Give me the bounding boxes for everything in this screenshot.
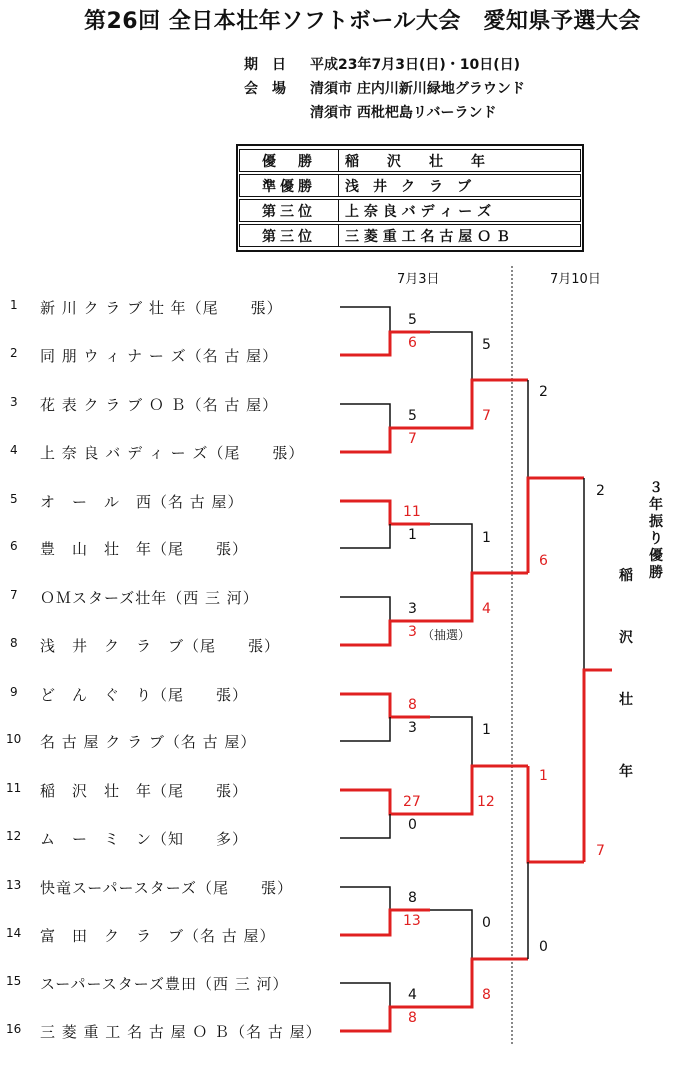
- champion-name-char: 壮: [619, 692, 633, 708]
- score-r1: 3: [408, 624, 417, 640]
- team-number: 9: [10, 685, 18, 699]
- team-name: ム ー ミ ン（知 多）: [40, 830, 249, 848]
- venue-value-1: 清須市 庄内川新川緑地グラウンド: [310, 81, 525, 97]
- result-team: 三 菱 重 工 名 古 屋 Ｏ Ｂ: [345, 228, 510, 245]
- score-r3: 2: [539, 384, 548, 400]
- champion-label-char: 年: [649, 497, 663, 513]
- team-number: 4: [10, 443, 18, 457]
- bracket-line: [430, 959, 528, 1007]
- score-r2: 5: [482, 337, 491, 353]
- score-r1: 4: [408, 987, 417, 1003]
- team-name: 豊 山 壮 年（尾 張）: [40, 540, 249, 558]
- score-r1: 8: [408, 890, 417, 906]
- champion-label-char: り: [649, 531, 663, 547]
- result-team: 上 奈 良 バ デ ィ ー ズ: [345, 203, 492, 220]
- team-number: 3: [10, 395, 18, 409]
- bracket-line: [430, 717, 472, 766]
- bracket-line: [340, 717, 390, 741]
- result-rank: 優 勝: [240, 150, 339, 171]
- bracket-line: [430, 524, 472, 573]
- champion-label-char: 振: [649, 514, 663, 530]
- score-final: 2: [596, 483, 605, 499]
- round1-date: 7月3日: [397, 272, 440, 287]
- team-name: 同 朋 ウ ィ ナ ー ズ（名 古 屋）: [40, 347, 279, 365]
- team-number: 5: [10, 492, 18, 506]
- score-final: 7: [596, 843, 605, 859]
- score-r3: 6: [539, 553, 548, 569]
- bracket-line: [340, 524, 390, 548]
- bracket-line: [340, 887, 390, 910]
- score-r1: 5: [408, 408, 417, 424]
- score-r3: 0: [539, 939, 548, 955]
- score-r1: 6: [408, 335, 417, 351]
- champion-label-char: ３: [649, 480, 663, 496]
- period-label: 期 日: [244, 57, 286, 73]
- score-r1: 5: [408, 312, 417, 328]
- score-r2: 1: [482, 722, 491, 738]
- team-number: 1: [10, 298, 18, 312]
- score-r1: 0: [408, 817, 417, 833]
- bracket-line: [430, 573, 528, 621]
- score-r1: 13: [403, 913, 421, 929]
- result-team: 稲 沢 壮 年: [345, 153, 485, 170]
- champion-label-char: 優: [649, 548, 663, 564]
- team-number: 16: [6, 1022, 22, 1036]
- score-r2: 4: [482, 601, 491, 617]
- venue-label: 会 場: [244, 81, 286, 97]
- bracket-line: [528, 766, 584, 862]
- score-r1: 8: [408, 1010, 417, 1026]
- lottery-note: （抽選）: [422, 628, 471, 642]
- bracket-line: [584, 670, 612, 862]
- team-number: 7: [10, 588, 18, 602]
- result-rank: 準優勝: [240, 175, 339, 196]
- champion-name-char: 年: [619, 764, 633, 780]
- score-r2: 7: [482, 408, 491, 424]
- champion-label-char: 勝: [649, 565, 663, 581]
- team-name: 新 川 ク ラ ブ 壮 年（尾 張）: [40, 299, 283, 317]
- result-team: 浅 井 ク ラ ブ: [345, 178, 471, 195]
- bracket-line: [430, 910, 472, 959]
- score-r1: 1: [408, 527, 417, 543]
- bracket-line: [340, 983, 390, 1007]
- bracket-line: [340, 597, 390, 621]
- team-name: ＯＭスターズ壮年（西 三 河）: [40, 589, 259, 607]
- score-r1: 8: [408, 697, 417, 713]
- bracket-line: [340, 307, 390, 332]
- team-name: スーパースターズ豊田（西 三 河）: [40, 975, 289, 993]
- champion-name-char: 稲: [619, 568, 633, 584]
- score-r3: 1: [539, 768, 548, 784]
- team-name: ど ん ぐ り（尾 張）: [40, 686, 249, 704]
- score-r1: 27: [403, 794, 421, 810]
- team-number: 12: [6, 829, 22, 843]
- round3-date: 7月10日: [550, 272, 601, 287]
- champion-label: [646, 480, 666, 582]
- team-name: 上 奈 良 バ デ ィ ー ズ（尾 張）: [40, 444, 305, 462]
- team-number: 10: [6, 732, 22, 746]
- team-number: 6: [10, 539, 18, 553]
- page-title: 第26回 全日本壮年ソフトボール大会 愛知県予選大会: [84, 9, 641, 34]
- team-number: 8: [10, 636, 18, 650]
- bracket-line: [430, 332, 472, 380]
- team-name: 花 表 ク ラ ブ Ｏ Ｂ（名 古 屋）: [40, 396, 279, 414]
- team-name: オ ー ル 西（名 古 屋）: [40, 493, 244, 511]
- team-number: 14: [6, 926, 22, 940]
- result-rank: 第三位: [240, 200, 339, 221]
- score-r2: 0: [482, 915, 491, 931]
- team-name: 三 菱 重 工 名 古 屋 Ｏ Ｂ（名 古 屋）: [40, 1023, 322, 1041]
- bracket-line: [528, 478, 584, 573]
- team-name: 浅 井 ク ラ ブ（尾 張）: [40, 637, 281, 655]
- bracket-line: [340, 814, 390, 838]
- score-r1: 7: [408, 431, 417, 447]
- team-name: 稲 沢 壮 年（尾 張）: [40, 782, 249, 800]
- team-number: 13: [6, 878, 22, 892]
- team-name: 名 古 屋 ク ラ ブ（名 古 屋）: [40, 733, 257, 751]
- team-name: 富 田 ク ラ ブ（名 古 屋）: [40, 927, 276, 945]
- team-name: 快竜スーパースターズ（尾 張）: [40, 879, 294, 897]
- team-number: 2: [10, 346, 18, 360]
- champion-name-char: 沢: [619, 630, 633, 646]
- result-rank: 第三位: [240, 225, 339, 246]
- score-r1: 3: [408, 601, 417, 617]
- bracket-line: [340, 404, 390, 428]
- score-r1: 3: [408, 720, 417, 736]
- team-number: 11: [6, 781, 22, 795]
- team-number: 15: [6, 974, 22, 988]
- score-r1: 11: [403, 504, 421, 520]
- bracket-line: [430, 380, 528, 428]
- venue-value-2: 清須市 西枇杷島リバーランド: [310, 105, 497, 121]
- score-r2: 1: [482, 530, 491, 546]
- score-r2: 12: [477, 794, 495, 810]
- period-value: 平成23年7月3日(日)・10日(日): [310, 57, 521, 73]
- score-r2: 8: [482, 987, 491, 1003]
